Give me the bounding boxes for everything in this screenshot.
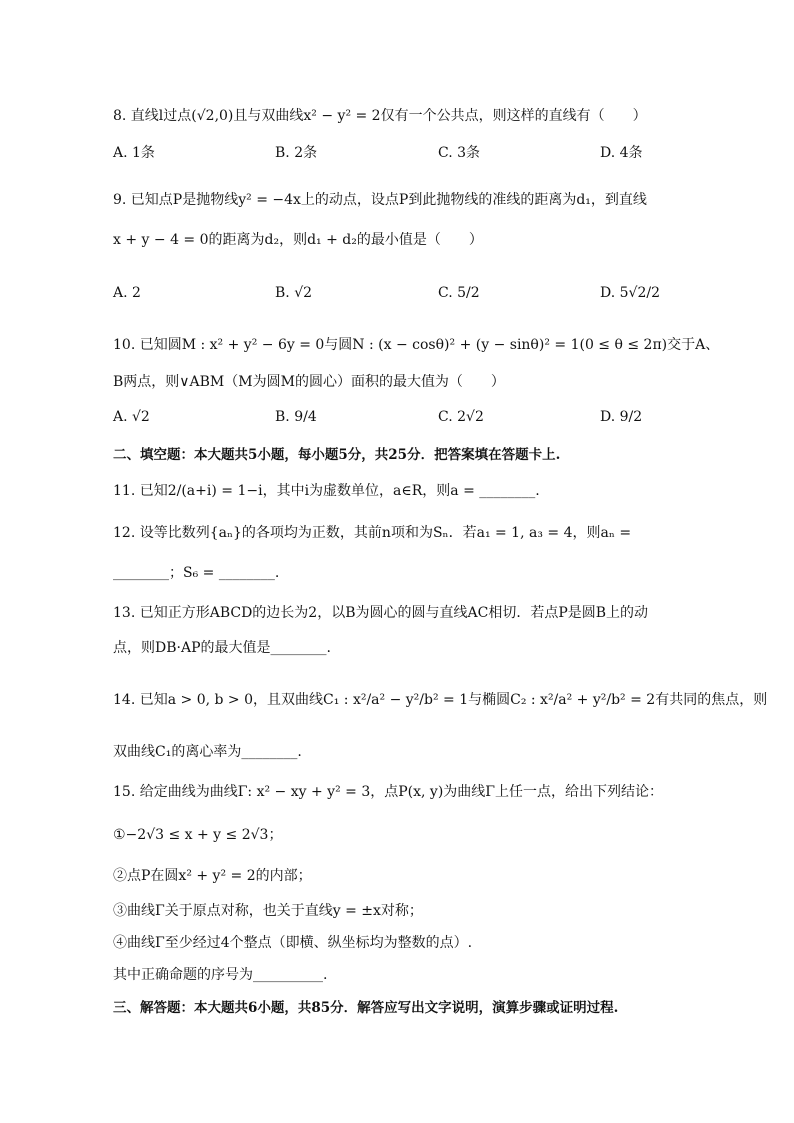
- q14-stem-line1: 14. 已知a > 0, b > 0，且双曲线C₁ : x²/a² − y²/b² = 1与椭圆C₂ : x²/a² + y²/b² = 2有共同的焦点，则: [113, 692, 768, 708]
- q9-option-d: D. 5√2/2: [600, 285, 660, 301]
- q12-stem-line2: ________；S₆ = ________.: [113, 565, 280, 581]
- q9-option-c: C. 5/2: [438, 285, 480, 301]
- q10-stem-line2: B两点，则∨ABM（M为圆M的圆心）面积的最大值为（ ）: [113, 374, 505, 390]
- q15-conclusion-3: ③曲线Γ关于原点对称，也关于直线y = ±x对称；: [113, 903, 423, 919]
- section-3-heading: 三、解答题：本大题共6小题，共85分．解答应写出文字说明，演算步骤或证明过程.: [113, 1000, 619, 1016]
- q9-option-a: A. 2: [113, 285, 141, 301]
- q13-stem-line2: 点，则DB·AP的最大值是________.: [113, 640, 331, 656]
- q8-option-c: C. 3条: [438, 145, 481, 161]
- q13-stem-line1: 13. 已知正方形ABCD的边长为2，以B为圆心的圆与直线AC相切．若点P是圆B上的动: [113, 605, 649, 621]
- q9-stem-line1: 9. 已知点P是抛物线y² = −4x上的动点，设点P到此抛物线的准线的距离为d₁，到直线: [113, 192, 647, 208]
- q15-stem: 15. 给定曲线为曲线Γ: x² − xy + y² = 3，点P(x, y)为曲线Γ上任一点，给出下列结论：: [113, 784, 663, 800]
- q10-stem-line1: 10. 已知圆M : x² + y² − 6y = 0与圆N : (x − cosθ)² + (y − sinθ)² = 1(0 ≤ θ ≤ 2π)交于A、: [113, 337, 720, 353]
- q15-conclusion-4: ④曲线Γ至少经过4个整点（即横、纵坐标均为整数的点）.: [113, 935, 473, 951]
- q10-option-d: D. 9/2: [600, 409, 643, 425]
- section-2-heading: 二、填空题：本大题共5小题，每小题5分，共25分．把答案填在答题卡上.: [113, 447, 561, 463]
- q8-option-d: D. 4条: [600, 145, 643, 161]
- q8-stem: 8. 直线l过点(√2,0)且与双曲线x² − y² = 2仅有一个公共点，则这样的直线有（ ）: [113, 108, 647, 124]
- q15-answer-prompt: 其中正确命题的序号为__________.: [113, 967, 328, 983]
- q8-option-b: B. 2条: [275, 145, 318, 161]
- q15-conclusion-2: ②点P在圆x² + y² = 2的内部；: [113, 868, 312, 884]
- q14-stem-line2: 双曲线C₁的离心率为________.: [113, 744, 302, 760]
- q9-option-b: B. √2: [275, 285, 313, 301]
- q12-stem-line1: 12. 设等比数列{aₙ}的各项均为正数，其前n项和为Sₙ．若a₁ = 1, a₃ = 4，则aₙ =: [113, 525, 632, 541]
- q10-option-a: A. √2: [113, 409, 150, 425]
- q15-conclusion-1: ①−2√3 ≤ x + y ≤ 2√3；: [113, 827, 283, 843]
- q11-stem: 11. 已知2/(a+i) = 1−i，其中i为虚数单位，a∈R，则a = ________.: [113, 483, 540, 499]
- q9-stem-line2: x + y − 4 = 0的距离为d₂，则d₁ + d₂的最小值是（ ）: [113, 232, 483, 248]
- q10-option-b: B. 9/4: [275, 409, 317, 425]
- q10-option-c: C. 2√2: [438, 409, 484, 425]
- q8-option-a: A. 1条: [113, 145, 155, 161]
